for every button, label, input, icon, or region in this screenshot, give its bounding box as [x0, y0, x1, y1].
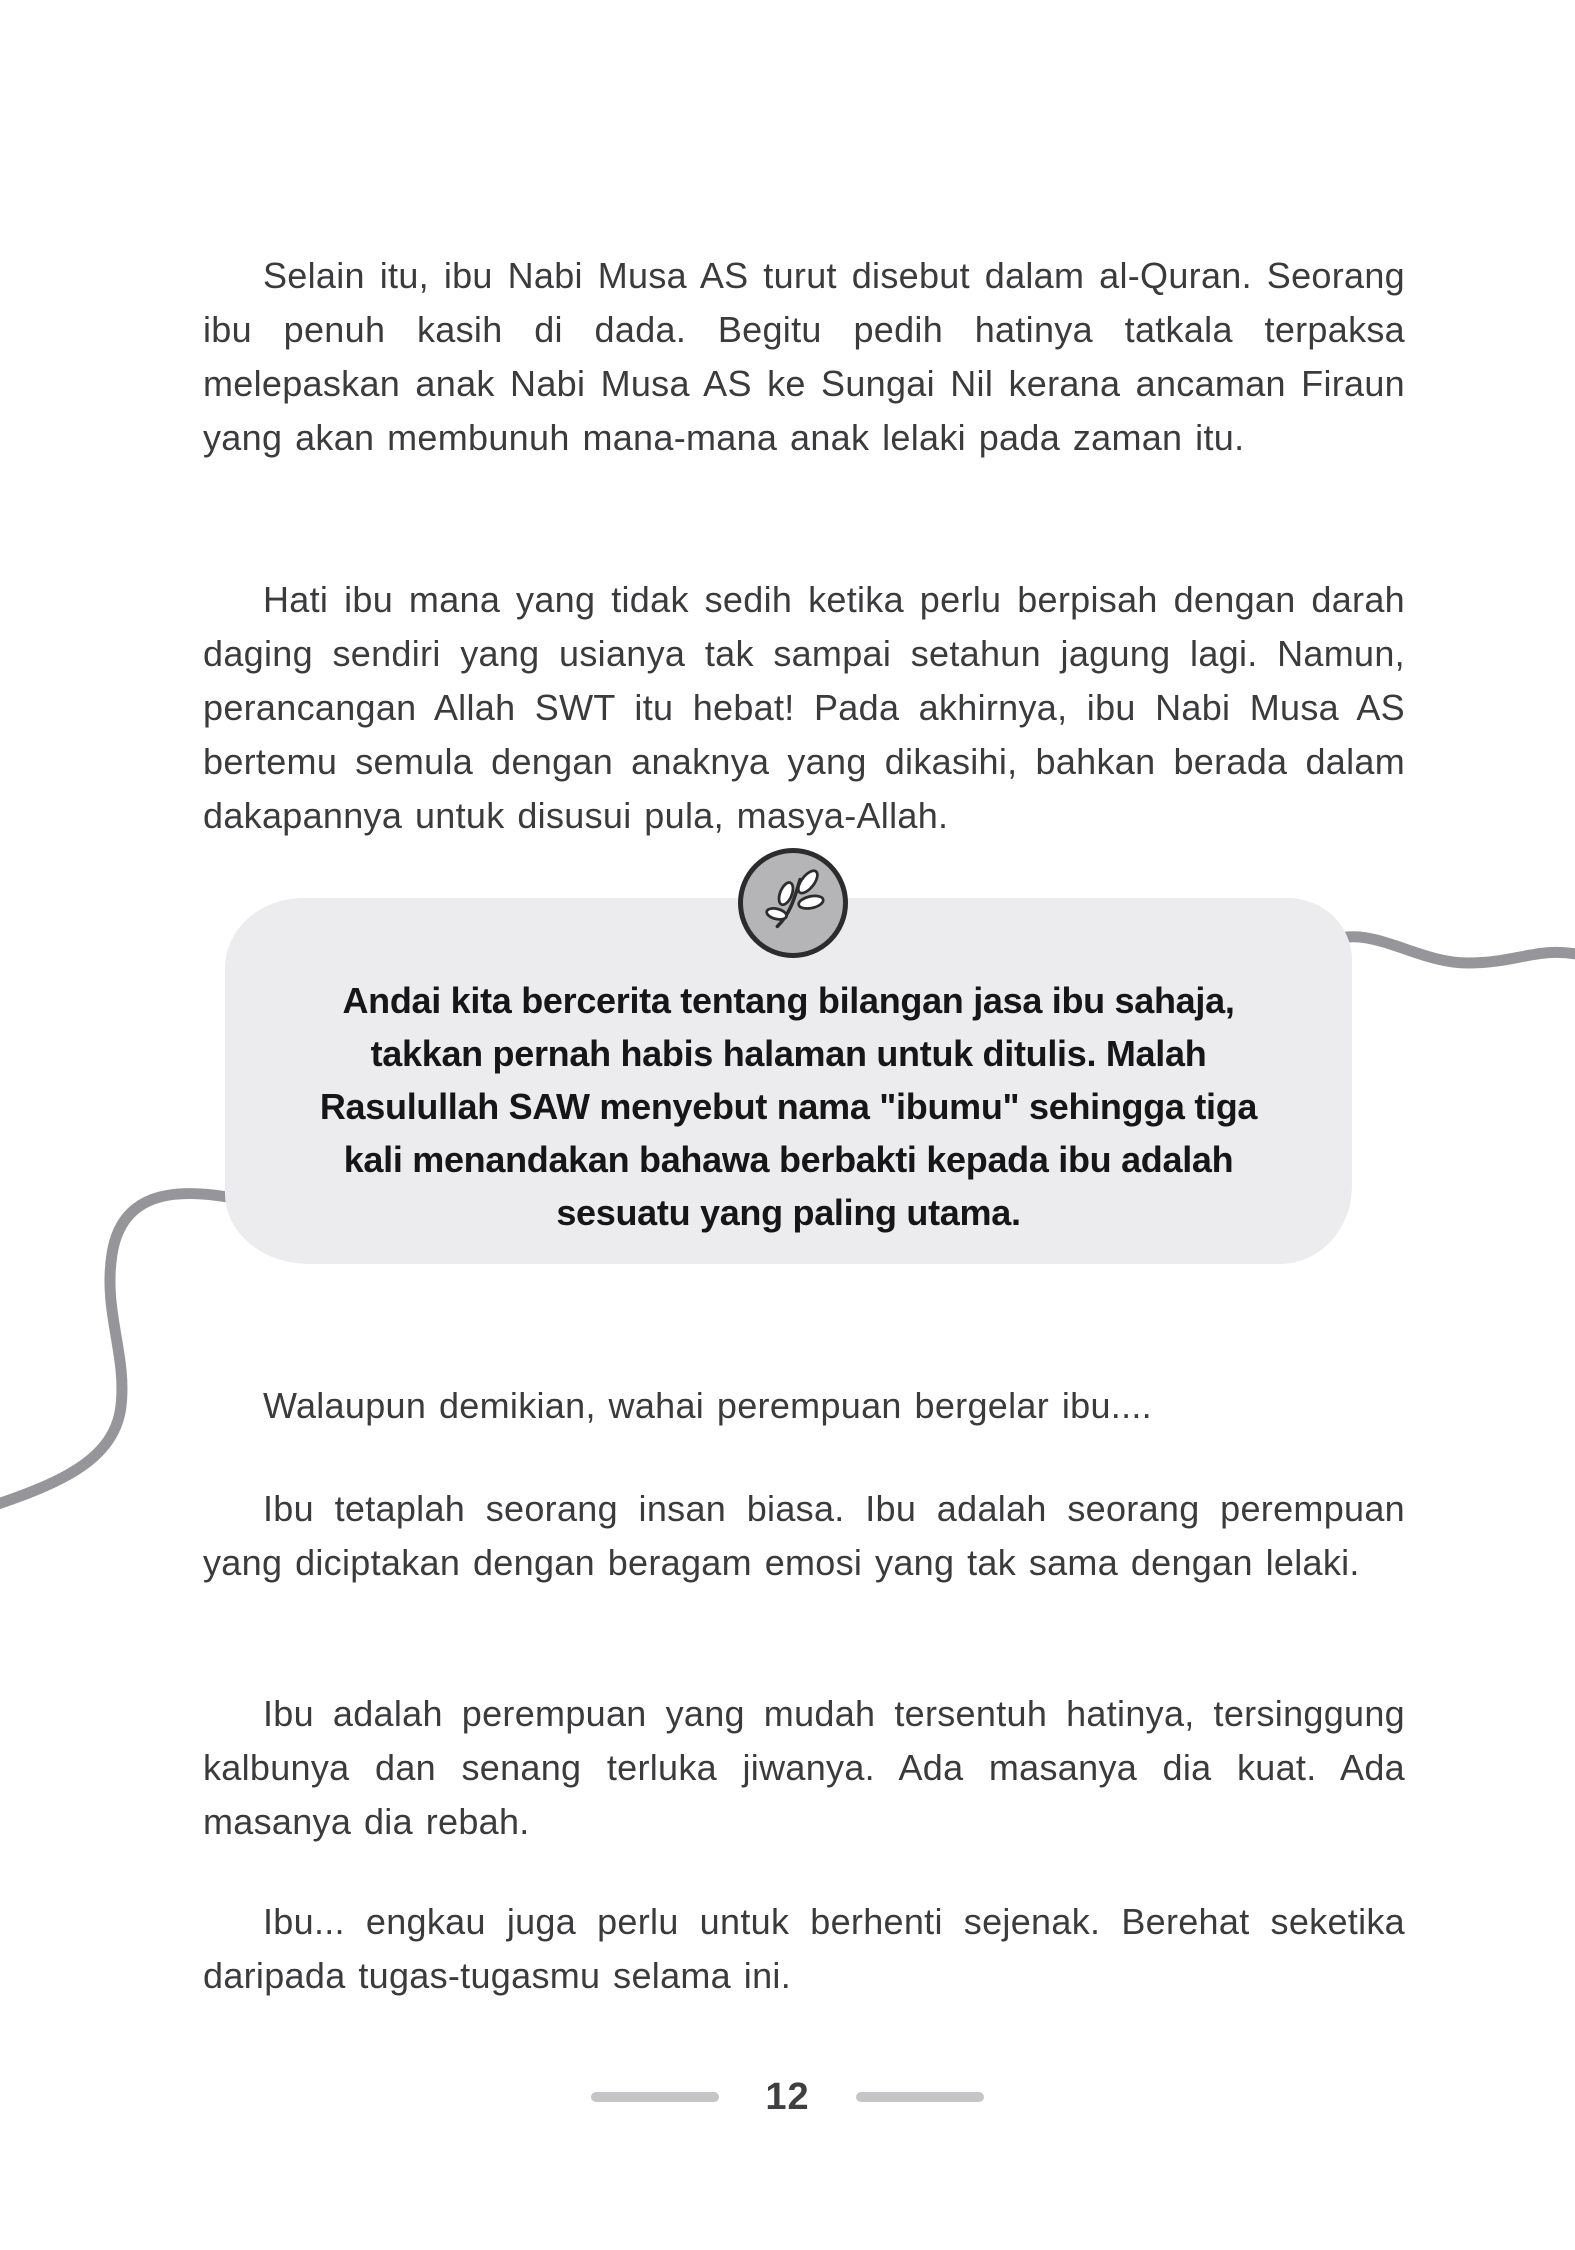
leaf-branch-icon	[754, 864, 832, 942]
paragraph-hati-ibu: Hati ibu mana yang tidak sedih ketika perlu berpisah dengan darah daging sendiri yang usianya tak sampai setahun jagung lagi. Namun, perancangan Allah SWT itu hebat! Pada akhirnya, ibu Nabi Musa AS bertemu semula dengan anaknya yang dikasihi, bahkan berada dalam dakapannya untuk disusui pula, masya-Allah.	[203, 579, 1405, 836]
paragraph-nabi-musa: Selain itu, ibu Nabi Musa AS turut disebut dalam al-Quran. Seorang ibu penuh kasih di dada. Begitu pedih hatinya tatkala terpaksa melepaskan anak Nabi Musa AS ke Sungai Nil kerana ancaman Firaun yang akan membunuh mana-mana anak lelaki pada zaman itu.	[203, 255, 1405, 458]
quote-text	[245, 974, 1332, 1239]
paragraph-ibu-tetaplah: Ibu tetaplah seorang insan biasa. Ibu adalah seorang perempuan yang diciptakan dengan beragam emosi yang tak sama dengan lelaki.	[203, 1488, 1405, 1583]
right-squiggle-line	[1330, 937, 1575, 963]
footer-left-bar	[591, 2092, 719, 2102]
quote-line: takkan pernah habis halaman untuk ditulis. Malah	[370, 1033, 1207, 1074]
quote-line: Andai kita bercerita tentang bilangan jasa ibu sahaja,	[342, 980, 1235, 1021]
page-number: 12	[765, 2075, 810, 2118]
paragraph-ibu-adalah: Ibu adalah perempuan yang mudah tersentuh hatinya, tersinggung kalbunya dan senang terluka jiwanya. Ada masanya dia kuat. Ada masanya dia rebah.	[203, 1693, 1405, 1842]
footer-right-bar	[856, 2092, 984, 2102]
quote-line: kali menandakan bahawa berbakti kepada ibu adalah	[343, 1139, 1234, 1180]
quote-line: sesuatu yang paling utama.	[556, 1192, 1021, 1233]
page-footer	[0, 2072, 1575, 2122]
left-squiggle-line	[0, 1194, 238, 1506]
paragraph-ibu-engkau: Ibu... engkau juga perlu untuk berhenti sejenak. Berehat seketika daripada tugas-tugasmu selama ini.	[203, 1901, 1405, 1996]
paragraph-walaupun: Walaupun demikian, wahai perempuan bergelar ibu....	[263, 1385, 1152, 1426]
quote-line: Rasulullah SAW menyebut nama "ibumu" sehingga tiga	[319, 1086, 1258, 1127]
leaf-badge	[738, 848, 848, 958]
